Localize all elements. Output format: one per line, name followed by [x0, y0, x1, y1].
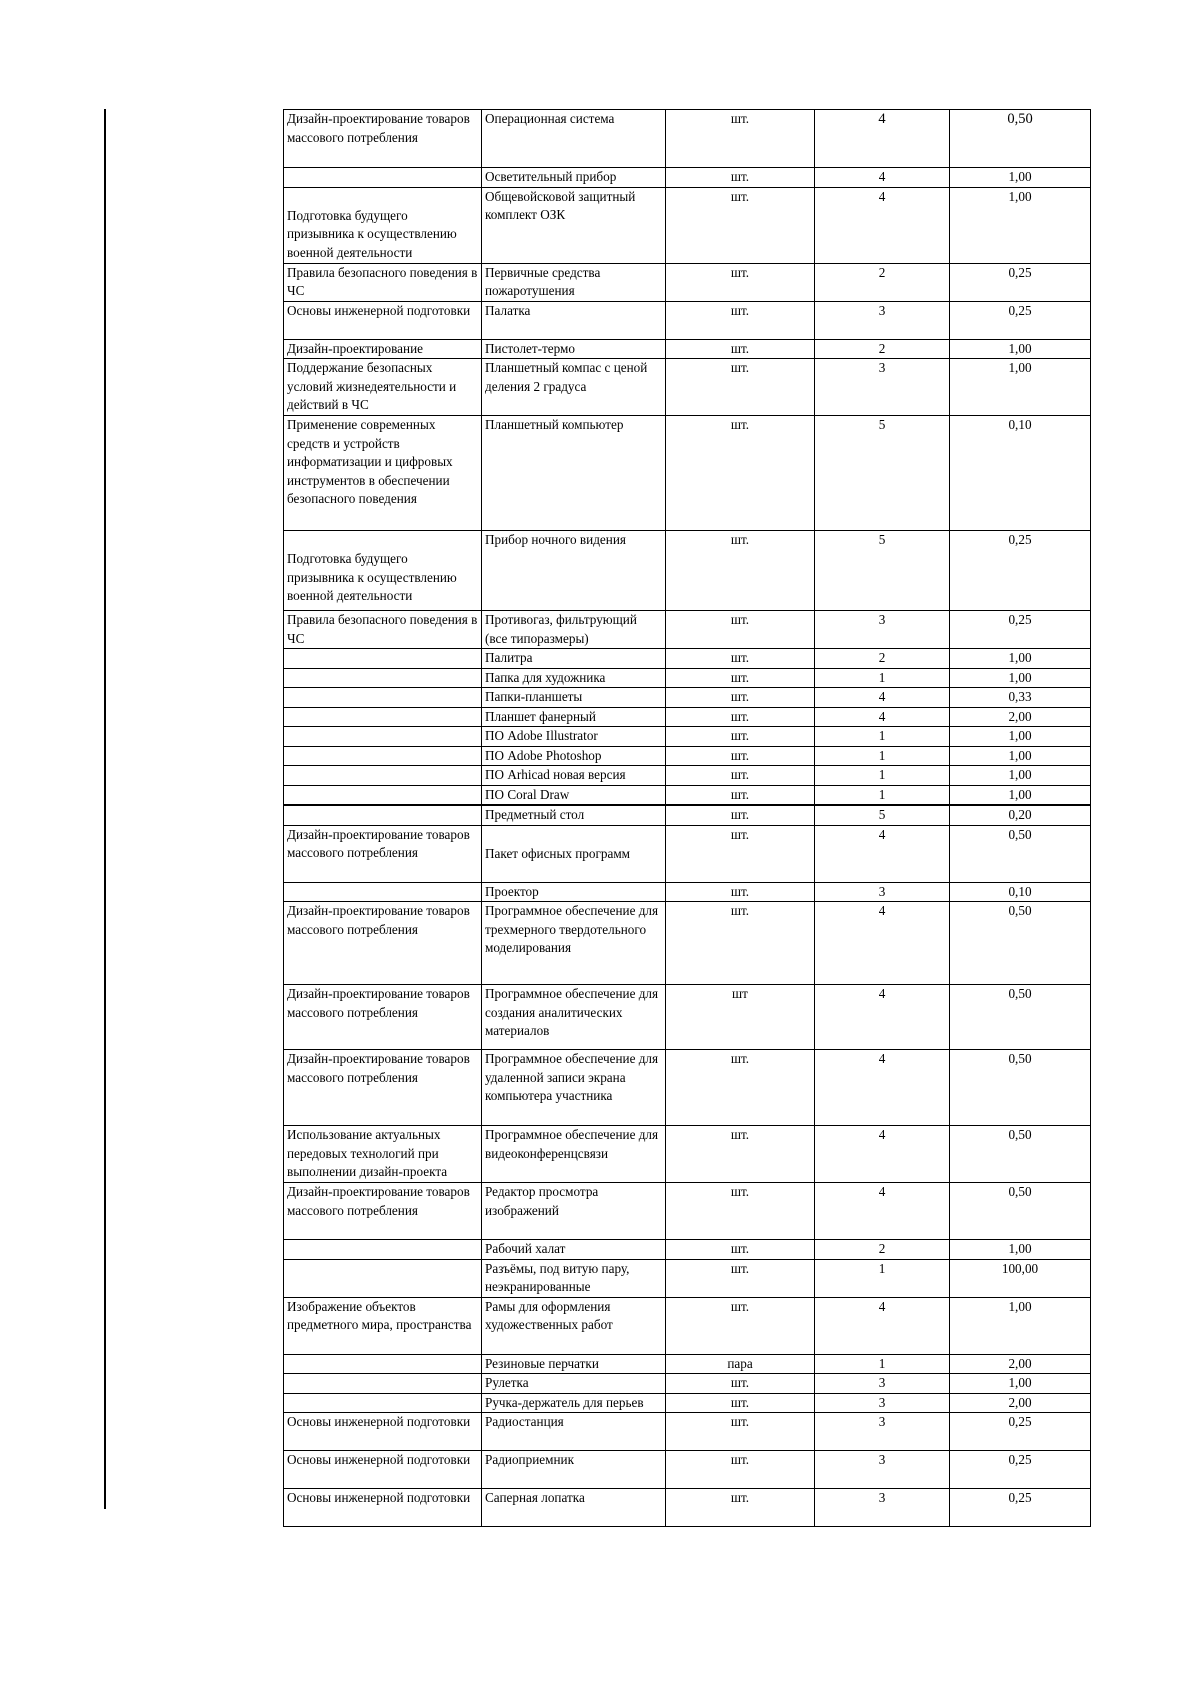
- item-cell: Разъёмы, под витую пару, неэкранированные: [482, 1259, 666, 1297]
- discipline-cell: [284, 1393, 482, 1413]
- table-row: [284, 688, 1091, 708]
- item-cell: Рулетка: [482, 1374, 666, 1394]
- quantity-cell: 5: [815, 805, 950, 825]
- quantity-cell: 1: [815, 746, 950, 766]
- quantity-cell: 4: [815, 110, 950, 168]
- unit-cell: шт.: [666, 416, 815, 531]
- table-row: [284, 727, 1091, 747]
- unit-cell: шт.: [666, 1240, 815, 1260]
- unit-cell: шт.: [666, 359, 815, 416]
- quantity-cell: 4: [815, 707, 950, 727]
- norm-cell: 0,25: [950, 1489, 1091, 1527]
- item-cell: Рамы для оформления художественных работ: [482, 1297, 666, 1354]
- norm-cell: 2,00: [950, 707, 1091, 727]
- item-cell: Пакет офисных программ: [482, 825, 666, 882]
- item-cell: Программное обеспечение для трехмерного твердотельного моделирования: [482, 902, 666, 985]
- discipline-cell: Дизайн-проектирование: [284, 339, 482, 359]
- item-cell: Радиостанция: [482, 1413, 666, 1451]
- quantity-cell: 3: [815, 1451, 950, 1489]
- item-cell: Осветительный прибор: [482, 168, 666, 188]
- discipline-cell: Дизайн-проектирование товаров массового потребления: [284, 985, 482, 1050]
- quantity-cell: 1: [815, 1259, 950, 1297]
- item-cell: Планшетный компас с ценой деления 2 градуса: [482, 359, 666, 416]
- unit-cell: шт.: [666, 187, 815, 263]
- table-row: [284, 1451, 1091, 1489]
- item-cell: Папка для художника: [482, 668, 666, 688]
- item-cell: Предметный стол: [482, 805, 666, 825]
- unit-cell: шт.: [666, 263, 815, 301]
- item-cell: Резиновые перчатки: [482, 1354, 666, 1374]
- discipline-cell: [284, 1354, 482, 1374]
- quantity-cell: 1: [815, 1354, 950, 1374]
- norm-cell: 1,00: [950, 1297, 1091, 1354]
- norm-cell: 0,50: [950, 902, 1091, 985]
- norm-cell: 2,00: [950, 1393, 1091, 1413]
- item-cell: Проектор: [482, 882, 666, 902]
- table-row: [284, 1374, 1091, 1394]
- equipment-table: [283, 109, 1091, 1527]
- table-row: [284, 1413, 1091, 1451]
- quantity-cell: 4: [815, 187, 950, 263]
- discipline-cell: Подготовка будущего призывника к осуществлению военной деятельности: [284, 187, 482, 263]
- norm-cell: 0,10: [950, 416, 1091, 531]
- item-cell: Радиоприемник: [482, 1451, 666, 1489]
- discipline-cell: Правила безопасного поведения в ЧС: [284, 263, 482, 301]
- quantity-cell: 3: [815, 611, 950, 649]
- norm-cell: 0,33: [950, 688, 1091, 708]
- norm-cell: 0,50: [950, 1183, 1091, 1240]
- unit-cell: шт.: [666, 611, 815, 649]
- item-cell: Операционная система: [482, 110, 666, 168]
- table-row: [284, 416, 1091, 531]
- item-cell: Папки-планшеты: [482, 688, 666, 708]
- discipline-cell: Поддержание безопасных условий жизнедеятельности и действий в ЧС: [284, 359, 482, 416]
- table-row: [284, 825, 1091, 882]
- discipline-cell: [284, 1259, 482, 1297]
- table-row: [284, 359, 1091, 416]
- item-cell: Саперная лопатка: [482, 1489, 666, 1527]
- norm-cell: 1,00: [950, 649, 1091, 669]
- quantity-cell: 5: [815, 531, 950, 611]
- quantity-cell: 4: [815, 1050, 950, 1126]
- item-cell: Программное обеспечение для видеоконференцсвязи: [482, 1126, 666, 1183]
- item-cell: Ручка-держатель для перьев: [482, 1393, 666, 1413]
- quantity-cell: 2: [815, 1240, 950, 1260]
- discipline-cell: Дизайн-проектирование товаров массового потребления: [284, 110, 482, 168]
- item-cell: Противогаз, фильтрующий (все типоразмеры): [482, 611, 666, 649]
- quantity-cell: 3: [815, 1393, 950, 1413]
- item-cell: ПО Adobe Photoshop: [482, 746, 666, 766]
- unit-cell: шт.: [666, 1451, 815, 1489]
- quantity-cell: 4: [815, 825, 950, 882]
- norm-cell: 0,50: [950, 110, 1091, 168]
- item-cell: Палатка: [482, 301, 666, 339]
- discipline-cell: Основы инженерной подготовки: [284, 1489, 482, 1527]
- table-row: [284, 746, 1091, 766]
- unit-cell: шт.: [666, 805, 815, 825]
- norm-cell: 0,50: [950, 1126, 1091, 1183]
- discipline-cell: [284, 1240, 482, 1260]
- norm-cell: 0,25: [950, 263, 1091, 301]
- item-cell: Общевойсковой защитный комплект ОЗК: [482, 187, 666, 263]
- norm-cell: 0,25: [950, 1451, 1091, 1489]
- discipline-cell: Дизайн-проектирование товаров массового потребления: [284, 1183, 482, 1240]
- table-row: [284, 785, 1091, 805]
- discipline-cell: [284, 805, 482, 825]
- norm-cell: 1,00: [950, 359, 1091, 416]
- discipline-cell: [284, 688, 482, 708]
- quantity-cell: 3: [815, 1489, 950, 1527]
- table-row: [284, 902, 1091, 985]
- unit-cell: шт.: [666, 1183, 815, 1240]
- norm-cell: 100,00: [950, 1259, 1091, 1297]
- quantity-cell: 4: [815, 1183, 950, 1240]
- discipline-cell: Правила безопасного поведения в ЧС: [284, 611, 482, 649]
- unit-cell: шт.: [666, 1413, 815, 1451]
- item-cell: Пистолет-термо: [482, 339, 666, 359]
- unit-cell: шт.: [666, 707, 815, 727]
- discipline-cell: Дизайн-проектирование товаров массового потребления: [284, 902, 482, 985]
- quantity-cell: 1: [815, 785, 950, 805]
- table-row: [284, 1126, 1091, 1183]
- norm-cell: 1,00: [950, 727, 1091, 747]
- quantity-cell: 2: [815, 263, 950, 301]
- quantity-cell: 4: [815, 168, 950, 188]
- quantity-cell: 1: [815, 727, 950, 747]
- quantity-cell: 2: [815, 339, 950, 359]
- norm-cell: 0,50: [950, 1050, 1091, 1126]
- unit-cell: шт.: [666, 727, 815, 747]
- unit-cell: шт.: [666, 902, 815, 985]
- item-cell: Палитра: [482, 649, 666, 669]
- quantity-cell: 4: [815, 985, 950, 1050]
- unit-cell: пара: [666, 1354, 815, 1374]
- unit-cell: шт.: [666, 1259, 815, 1297]
- quantity-cell: 3: [815, 301, 950, 339]
- discipline-cell: Использование актуальных передовых технологий при выполнении дизайн-проекта: [284, 1126, 482, 1183]
- norm-cell: 0,25: [950, 611, 1091, 649]
- norm-cell: 2,00: [950, 1354, 1091, 1374]
- quantity-cell: 4: [815, 1126, 950, 1183]
- unit-cell: шт.: [666, 785, 815, 805]
- discipline-cell: Подготовка будущего призывника к осуществлению военной деятельности: [284, 531, 482, 611]
- quantity-cell: 3: [815, 1413, 950, 1451]
- table-row: [284, 1240, 1091, 1260]
- table-row: [284, 1354, 1091, 1374]
- item-cell: Планшет фанерный: [482, 707, 666, 727]
- unit-cell: шт.: [666, 766, 815, 786]
- quantity-cell: 3: [815, 1374, 950, 1394]
- unit-cell: шт: [666, 985, 815, 1050]
- discipline-cell: Дизайн-проектирование товаров массового потребления: [284, 825, 482, 882]
- unit-cell: шт.: [666, 1297, 815, 1354]
- norm-cell: 0,50: [950, 985, 1091, 1050]
- discipline-cell: [284, 1374, 482, 1394]
- item-cell: Программное обеспечение для удаленной записи экрана компьютера участника: [482, 1050, 666, 1126]
- norm-cell: 1,00: [950, 1374, 1091, 1394]
- norm-cell: 1,00: [950, 668, 1091, 688]
- unit-cell: шт.: [666, 531, 815, 611]
- table-row: [284, 805, 1091, 825]
- norm-cell: 0,25: [950, 531, 1091, 611]
- discipline-cell: Основы инженерной подготовки: [284, 1413, 482, 1451]
- norm-cell: 0,25: [950, 1413, 1091, 1451]
- norm-cell: 0,10: [950, 882, 1091, 902]
- quantity-cell: 1: [815, 668, 950, 688]
- discipline-cell: Изображение объектов предметного мира, пространства: [284, 1297, 482, 1354]
- discipline-cell: [284, 766, 482, 786]
- table-row: [284, 1297, 1091, 1354]
- unit-cell: шт.: [666, 110, 815, 168]
- discipline-cell: [284, 785, 482, 805]
- norm-cell: 0,25: [950, 301, 1091, 339]
- discipline-cell: [284, 882, 482, 902]
- table-row: [284, 1489, 1091, 1527]
- table-row: [284, 1050, 1091, 1126]
- discipline-cell: [284, 727, 482, 747]
- norm-cell: 1,00: [950, 785, 1091, 805]
- unit-cell: шт.: [666, 168, 815, 188]
- unit-cell: шт.: [666, 668, 815, 688]
- table-row: [284, 766, 1091, 786]
- quantity-cell: 4: [815, 1297, 950, 1354]
- discipline-cell: Основы инженерной подготовки: [284, 1451, 482, 1489]
- norm-cell: 1,00: [950, 168, 1091, 188]
- quantity-cell: 3: [815, 359, 950, 416]
- table-row: [284, 339, 1091, 359]
- unit-cell: шт.: [666, 882, 815, 902]
- discipline-cell: Дизайн-проектирование товаров массового потребления: [284, 1050, 482, 1126]
- discipline-cell: [284, 168, 482, 188]
- table-row: [284, 263, 1091, 301]
- quantity-cell: 3: [815, 882, 950, 902]
- item-cell: ПО Arhicad новая версия: [482, 766, 666, 786]
- table-row: [284, 649, 1091, 669]
- unit-cell: шт.: [666, 301, 815, 339]
- unit-cell: шт.: [666, 1374, 815, 1394]
- norm-cell: 1,00: [950, 187, 1091, 263]
- unit-cell: шт.: [666, 825, 815, 882]
- table-row: [284, 611, 1091, 649]
- discipline-cell: [284, 746, 482, 766]
- equipment-table-body: [284, 110, 1091, 1527]
- quantity-cell: 4: [815, 688, 950, 708]
- discipline-cell: [284, 668, 482, 688]
- norm-cell: 0,20: [950, 805, 1091, 825]
- discipline-cell: [284, 649, 482, 669]
- margin-line: [104, 109, 106, 1509]
- norm-cell: 1,00: [950, 746, 1091, 766]
- table-row: [284, 168, 1091, 188]
- quantity-cell: 2: [815, 649, 950, 669]
- discipline-cell: Применение современных средств и устройств информатизации и цифровых инструментов в обеспечении безопасного поведения: [284, 416, 482, 531]
- unit-cell: шт.: [666, 649, 815, 669]
- quantity-cell: 1: [815, 766, 950, 786]
- unit-cell: шт.: [666, 1126, 815, 1183]
- table-row: [284, 882, 1091, 902]
- discipline-cell: Основы инженерной подготовки: [284, 301, 482, 339]
- item-cell: Редактор просмотра изображений: [482, 1183, 666, 1240]
- norm-cell: 0,50: [950, 825, 1091, 882]
- table-row: [284, 707, 1091, 727]
- norm-cell: 1,00: [950, 766, 1091, 786]
- item-cell: Прибор ночного видения: [482, 531, 666, 611]
- table-row: [284, 1183, 1091, 1240]
- table-row: [284, 668, 1091, 688]
- unit-cell: шт.: [666, 1050, 815, 1126]
- unit-cell: шт.: [666, 1489, 815, 1527]
- table-row: [284, 110, 1091, 168]
- table-row: [284, 985, 1091, 1050]
- norm-cell: 1,00: [950, 1240, 1091, 1260]
- unit-cell: шт.: [666, 688, 815, 708]
- quantity-cell: 5: [815, 416, 950, 531]
- item-cell: Первичные средства пожаротушения: [482, 263, 666, 301]
- norm-cell: 1,00: [950, 339, 1091, 359]
- item-cell: Программное обеспечение для создания аналитических материалов: [482, 985, 666, 1050]
- item-cell: Планшетный компьютер: [482, 416, 666, 531]
- item-cell: Рабочий халат: [482, 1240, 666, 1260]
- table-row: [284, 1393, 1091, 1413]
- table-row: [284, 531, 1091, 611]
- item-cell: ПО Coral Draw: [482, 785, 666, 805]
- table-row: [284, 187, 1091, 263]
- unit-cell: шт.: [666, 1393, 815, 1413]
- table-row: [284, 301, 1091, 339]
- discipline-cell: [284, 707, 482, 727]
- unit-cell: шт.: [666, 339, 815, 359]
- unit-cell: шт.: [666, 746, 815, 766]
- table-row: [284, 1259, 1091, 1297]
- item-cell: ПО Adobe Illustrator: [482, 727, 666, 747]
- quantity-cell: 4: [815, 902, 950, 985]
